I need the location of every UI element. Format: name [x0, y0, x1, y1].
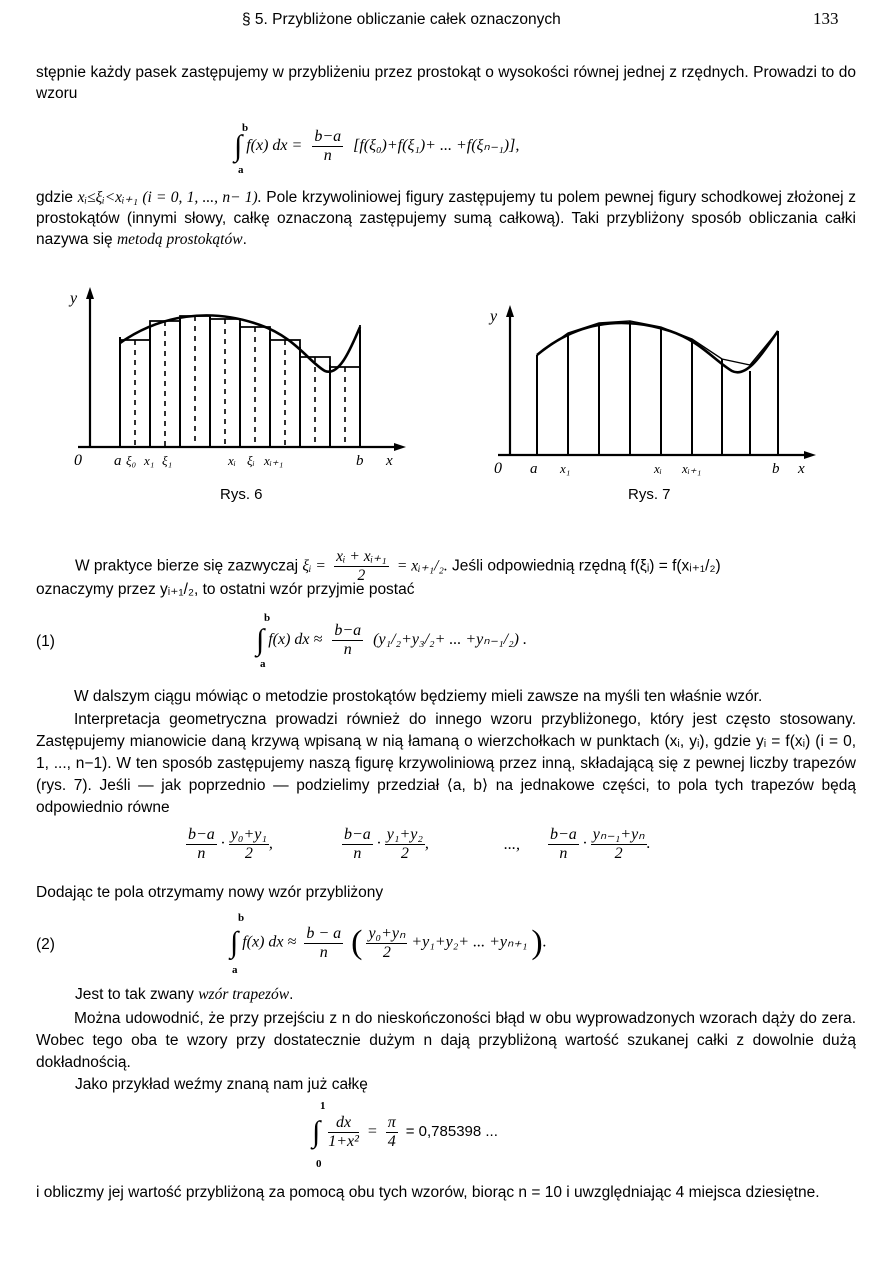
p3-xi: ξᵢ = [302, 557, 326, 575]
trap3-mean-num: yₙ₋₁+yₙ [592, 826, 645, 843]
p3-fraction-numerator: xᵢ + xᵢ₊₁ [336, 548, 387, 565]
fig6-origin-label: 0 [74, 452, 82, 469]
paragraph-5: Interpretacja geometryczna prowadzi również do innego wzoru przybliżonego, który jest często stosowany. Zastępujemy mianowicie daną krzywą wpisaną w nią łamaną o wierzchołkach w punktach (xᵢ, yᵢ), gdzie yᵢ = f(xᵢ) (i = 0, 1, ..., n−1). W ten sposób zastępujemy naszą figurę krzywoliniową przez inną, składającą się z pewnej liczby trapezów (rys. 7). Jeśli — jak poprzednio — podzielimy przedział ⟨a, b⟩ na jednakowe części, to pola tych trapezów będą odpowiednio równe [36, 711, 856, 816]
fig7-x-label: x [798, 461, 805, 477]
integral-upper-limit: b [242, 122, 249, 134]
figure-6-rectangle-method [60, 285, 420, 480]
p3-fraction-denominator: 2 [357, 567, 366, 584]
trap1-mean-den: 2 [244, 845, 253, 862]
fig6-xi-next-label: xᵢ₊₁ [264, 453, 284, 468]
integral-rhs: [f(ξ₀)+f(ξ₁)+ ... +f(ξₙ₋₁)], [353, 137, 520, 155]
trap2-mean-den: 2 [400, 845, 409, 862]
eq2-fraction-denominator: n [319, 943, 328, 961]
paragraph-8: Można udowodnić, że przy przejściu z n do nieskończoności błąd w obu wyprowadzonych wzorach dąży do zera. Wobec tego oba te wzory przy dostatecznie dużym n dają przybliżoną wartość szukanej całki z dowolnie dużą dokładnością. [36, 1010, 856, 1071]
paragraph-9: Jako przykład weźmy znaną nam już całkę [75, 1076, 368, 1093]
paragraph-7 [75, 985, 293, 1005]
emphasis-trapezoid-rule: wzór trapezów [198, 986, 290, 1003]
equation-1-label: (1) [36, 633, 55, 650]
eq3-pi-denominator: 4 [387, 1133, 396, 1150]
fig6-a-label: a [114, 453, 122, 469]
fig6-xi1-label: ξ₁ [162, 453, 173, 468]
integral-sign-icon: ∫ [230, 926, 239, 959]
trap2-mean-num: y₁+y₂ [386, 826, 423, 843]
p2-rest: Pole krzywoliniowej figury zastępujemy tu polem pewnej figury schodkowej złożonej z prostokątów (innymi słowy, całkę oznaczoną zastępujemy sumą całkową). Taki przybliżony sposób obliczania całki nazywa się [36, 189, 856, 248]
fig7-xi-label: xᵢ [654, 461, 662, 476]
p2-lead: gdzie [36, 189, 78, 206]
paragraph-10: i obliczmy jej wartość przybliżoną za pomocą obu tych wzorów, biorąc n = 10 i uwzględniając 4 miejsca dziesiętne. [36, 1184, 820, 1201]
fig7-x1-label: x₁ [560, 461, 571, 476]
p7-end: . [289, 986, 294, 1003]
trap3-mean-den: 2 [614, 845, 623, 862]
fig6-xi0-label: ξ₀ [126, 453, 137, 468]
eq1-lower-limit: a [260, 658, 266, 670]
eq2-fraction-numerator: b − a [306, 924, 342, 942]
p3-lead: W praktyce bierze się zazwyczaj [75, 557, 303, 575]
trap3-factor-den: n [559, 845, 568, 862]
integral-sign-icon: ∫ [312, 1115, 321, 1149]
p3-tail: Jeśli odpowiednią rzędną f(ξᵢ) = f(xᵢ₊₁/₂) [447, 557, 721, 575]
integral-sign-icon: ∫ [234, 129, 243, 163]
fig6-xi-label: xᵢ [228, 453, 236, 468]
integral-lhs: f(x) dx = [246, 137, 303, 155]
eq2-rhs: +y₁+y₂+ ... +yₙ₊₁ [411, 933, 528, 951]
trap2-factor-den: n [353, 845, 362, 862]
eq1-rhs: (y₁/₂+y₃/₂+ ... +yₙ₋₁/₂) . [373, 631, 527, 649]
eq1-fraction-denominator: n [343, 641, 352, 658]
fig6-xii-label: ξᵢ [247, 453, 255, 468]
equation-rectangle-sum [230, 122, 650, 176]
page-number: 133 [813, 9, 839, 28]
eq3-lower-limit: 0 [316, 1158, 322, 1170]
eq3-equals: = [366, 1123, 378, 1141]
eq2-upper-limit: b [238, 912, 245, 924]
fraction-numerator: b−a [314, 128, 342, 145]
fig6-y-label: y [70, 290, 78, 307]
p2-math: xᵢ≤ξᵢ<xᵢ₊₁ (i = 0, 1, ..., n− 1). [77, 189, 262, 206]
eq3-fraction-numerator: dx [328, 1114, 359, 1133]
equation-2-label: (2) [36, 936, 55, 953]
eq1-fraction-numerator: b−a [334, 622, 362, 639]
equation-example-integral [312, 1100, 612, 1170]
eq2-lhs: f(x) dx ≈ [242, 933, 297, 951]
figure-7-caption: Rys. 7 [628, 486, 671, 503]
integral-sign-icon: ∫ [256, 623, 265, 657]
paragraph-2 [36, 187, 856, 250]
trap1-factor-num: b−a [188, 826, 215, 843]
eq3-fraction-denominator: 1+x² [328, 1133, 359, 1150]
eq3-pi-numerator: π [387, 1114, 396, 1131]
fig7-y-label: y [490, 308, 498, 325]
eq1-upper-limit: b [264, 612, 271, 624]
paragraph-6: Dodając te pola otrzymamy nowy wzór przybliżony [36, 884, 384, 901]
eq3-value: = 0,785398 ... [405, 1123, 498, 1141]
fig7-xi-next-label: xᵢ₊₁ [682, 461, 702, 476]
trap1-factor-den: n [197, 845, 206, 862]
paragraph-1: stępnie każdy pasek zastępujemy w przybliżeniu przez prostokąt o wysokości równej jednej z rzędnych. Prowadzi to do wzoru [36, 64, 856, 102]
fraction-denominator: n [323, 147, 332, 164]
fig7-origin-label: 0 [494, 460, 502, 477]
trap3-factor-num: b−a [550, 826, 577, 843]
fig6-x-label: x [386, 453, 393, 469]
fig7-b-label: b [772, 461, 780, 477]
p7-lead: Jest to tak zwany [75, 986, 199, 1003]
running-header: § 5. Przybliżone obliczanie całek oznaczonych [242, 11, 561, 28]
trap2-factor-num: b−a [344, 826, 371, 843]
eq2-lower-limit: a [232, 964, 238, 976]
fig7-a-label: a [530, 461, 538, 477]
eq3-upper-limit: 1 [320, 1100, 326, 1112]
figure-7-trapezoid-method [480, 305, 840, 485]
equation-1 [256, 612, 616, 670]
fig6-x1-label: x₁ [144, 453, 155, 468]
integral-lower-limit: a [238, 164, 244, 176]
trap-ellipsis: ..., [504, 836, 520, 853]
p3-mid: = xᵢ₊₁/₂. [396, 557, 448, 575]
figure-6-caption: Rys. 6 [220, 486, 263, 503]
eq2-inner-numerator: y₀+yₙ [368, 924, 406, 942]
equation-2: b a ∫ f(x) dx ≈ $\frac{b - a}{n}$ ( $\frac{\text{y₀+yₙ}}{2}$ +y₁+y₂+ ... +yₙ₊₁ ). [230, 912, 547, 976]
trap1-mean-num: y₀+y₁ [230, 826, 267, 843]
emphasis-rectangle-method: metodą prostokątów [116, 231, 243, 248]
eq2-inner-denominator: 2 [382, 943, 391, 961]
paragraph-4: W dalszym ciągu mówiąc o metodzie prostokątów będziemy mieli zawsze na myśli ten właśnie wzór. [74, 688, 763, 705]
p2-end: . [242, 231, 247, 248]
eq1-lhs: f(x) dx ≈ [268, 631, 323, 649]
equation-trapezoid-areas: $\frac{b-a}{n}$ · $\frac{\text{y₀+y₁}}{2}$ , $\frac{b-a}{n}$ · $\frac{\text{y₁+y₂}}{2}$ , ..., $\frac{b-a}{n}$ · $\frac{\text{yₙ₋₁+yₙ}}{2}$ . [188, 826, 651, 862]
paragraph-3-line-2: oznaczymy przez yᵢ₊₁/₂, to ostatni wzór przyjmie postać [36, 581, 415, 598]
fig6-b-label: b [356, 453, 364, 469]
